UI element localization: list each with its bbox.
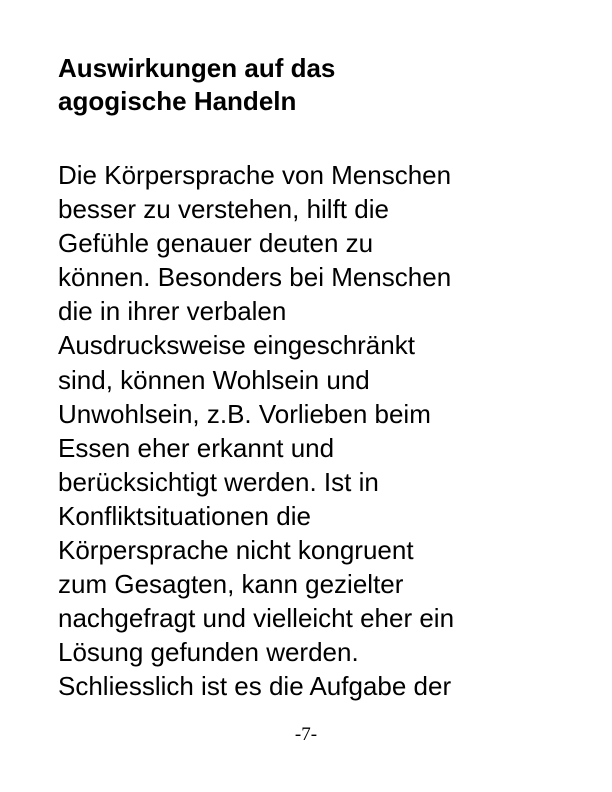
body-line: Gefühle genauer deuten zu: [58, 228, 374, 259]
heading-line: agogische Handeln: [58, 86, 297, 116]
body-line: Konfliktsituationen die: [58, 500, 311, 531]
body-paragraph: [58, 158, 598, 704]
body-line: besser zu verstehen, hilft die: [58, 194, 389, 225]
body-line: Die Körpersprache von Menschen: [58, 160, 452, 190]
body-line: Unwohlsein, z.B. Vorlieben beim: [58, 398, 431, 429]
body-line: die in ihrer verbalen: [58, 296, 287, 327]
body-line: berücksichtigt werden. Ist in: [58, 466, 379, 497]
body-line: nachgefragt und vielleicht eher ein: [58, 603, 455, 634]
body-line: können. Besonders bei Menschen: [58, 262, 452, 293]
body-line: Lösung gefunden werden.: [58, 637, 359, 668]
body-line: Schliesslich ist es die Aufgabe der: [58, 671, 452, 702]
heading-line: Auswirkungen auf das: [58, 53, 336, 83]
body-line: Körpersprache nicht kongruent: [58, 535, 414, 566]
body-line: zum Gesagten, kann gezielter: [58, 569, 404, 600]
body-line: Essen eher erkannt und: [58, 432, 335, 463]
section-heading: [58, 52, 578, 118]
body-line: Ausdrucksweise eingeschränkt: [58, 330, 415, 361]
body-line: sind, können Wohlsein und: [58, 364, 370, 395]
page-number: -7-: [294, 724, 318, 745]
